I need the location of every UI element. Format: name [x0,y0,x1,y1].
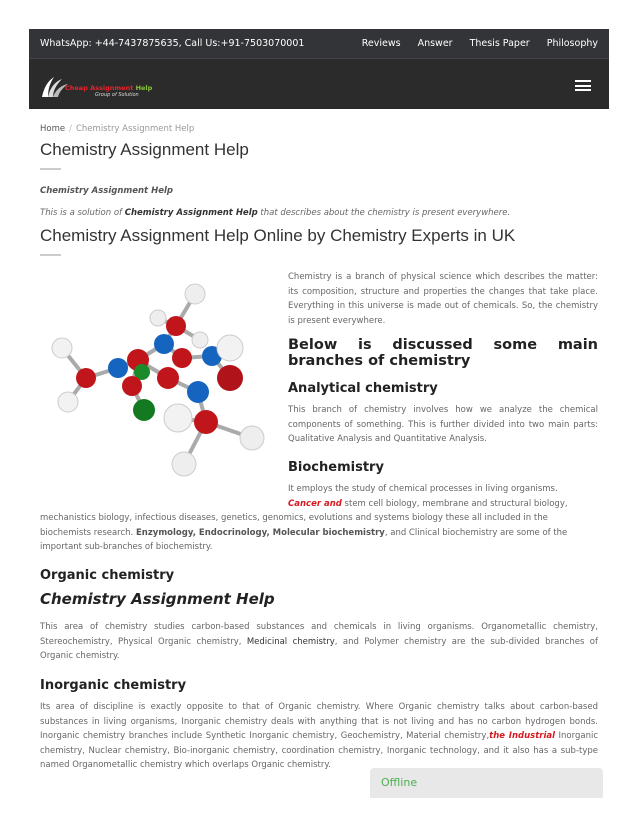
logo-text: Cheap Assignment Help [65,84,153,92]
breadcrumb-separator: / [69,124,72,134]
organic-text: This area of chemistry studies carbon-based substances and chemicals in living organisms. Organometallic chemistry, Stereochemistry, Physical Organic chemistry, Medicinal chemistry, and Polymer chemistry are the sub-divided branches of Organic chemistry. [40,622,598,662]
section-title: Chemistry Assignment Help Online by Chemistry Experts in UK [40,226,516,245]
industrial-link[interactable]: the Industrial [489,731,556,742]
contact-info: WhatsApp: +44-7437875635, Call Us:+91-7503070001 [40,38,305,49]
menu-toggle-icon[interactable] [575,80,591,91]
intro-paragraph: Chemistry is a branch of physical science which describes the matter: its composition, structure and properties the changes that take place. Everything in this universe is made out of chemicals. So, the chemistry is present everywhere. [288,272,598,326]
nav-philosophy[interactable]: Philosophy [546,38,598,49]
molecule-image [40,268,280,488]
analytical-text: This branch of chemistry involves how we analyze the chemical components of something. This is further divided into two main parts: Qualitative Analysis and Quantitative Analysis. [288,405,598,445]
nav-answer[interactable]: Answer [417,38,453,49]
intro-text: This is a solution of Chemistry Assignment Help that describes about the chemistry is present everywhere. [40,208,511,218]
biochemistry-line-5: important sub-branches of biochemistry. [40,542,213,552]
branches-heading: Below is discussed some main branches of chemistry [288,337,598,369]
breadcrumb-current: Chemistry Assignment Help [75,124,195,134]
nav-thesis-paper[interactable]: Thesis Paper [469,38,530,49]
biochemistry-line-4: biochemists research. Enzymology, Endocrinology, Molecular biochemistry, and Clinical biochemistry are some of the [40,528,568,538]
chat-widget[interactable] [370,768,603,798]
biochemistry-line-1: It employs the study of chemical processes in living organisms. [288,484,558,494]
organic-heading: Organic chemistry [40,568,175,583]
biochemistry-line-2: Cancer and stem cell biology, membrane and structural biology, [288,499,568,509]
section-divider [40,254,61,256]
page-title: Chemistry Assignment Help [40,140,249,159]
breadcrumb [40,124,194,134]
inorganic-heading: Inorganic chemistry [40,678,187,693]
breadcrumb-home[interactable]: Home [40,124,66,134]
biochemistry-heading: Biochemistry [288,460,384,475]
site-header [29,58,609,109]
nav-reviews[interactable]: Reviews [361,38,401,49]
medicinal-chemistry-link[interactable]: Medicinal chemistry [246,636,335,647]
biochemistry-line-3: mechanistics biology, infectious diseases, genetics, genomics, evolutions and systems biology these all included in the [40,513,548,523]
organic-subheading: Chemistry Assignment Help [40,590,275,608]
analytical-heading: Analytical chemistry [288,381,438,396]
inorganic-text: Its area of discipline is exactly opposite to that of Organic chemistry. Where Organic chemistry talks about carbon-based substances in living organisms, Inorganic chemistry deals with anything that is not living and has no carbon hydrogen bonds. Inorganic chemistry branches include Synthetic Inorganic chemistry, Geochemistry, Material chemistry,the Industrial Inorganic chemistry, Nuclear chemistry, Bio-inorganic chemistry, coordination chemistry, Inorganic technology, and it also has a sub-type named Organometallic chemistry which overlaps Organic chemistry. [40,702,598,771]
chat-status: Offline [381,776,418,789]
top-bar [29,29,609,58]
logo-tagline: Group of Solution [95,92,139,98]
subtitle: Chemistry Assignment Help [40,186,173,196]
top-nav [362,38,598,49]
title-divider [40,168,61,170]
